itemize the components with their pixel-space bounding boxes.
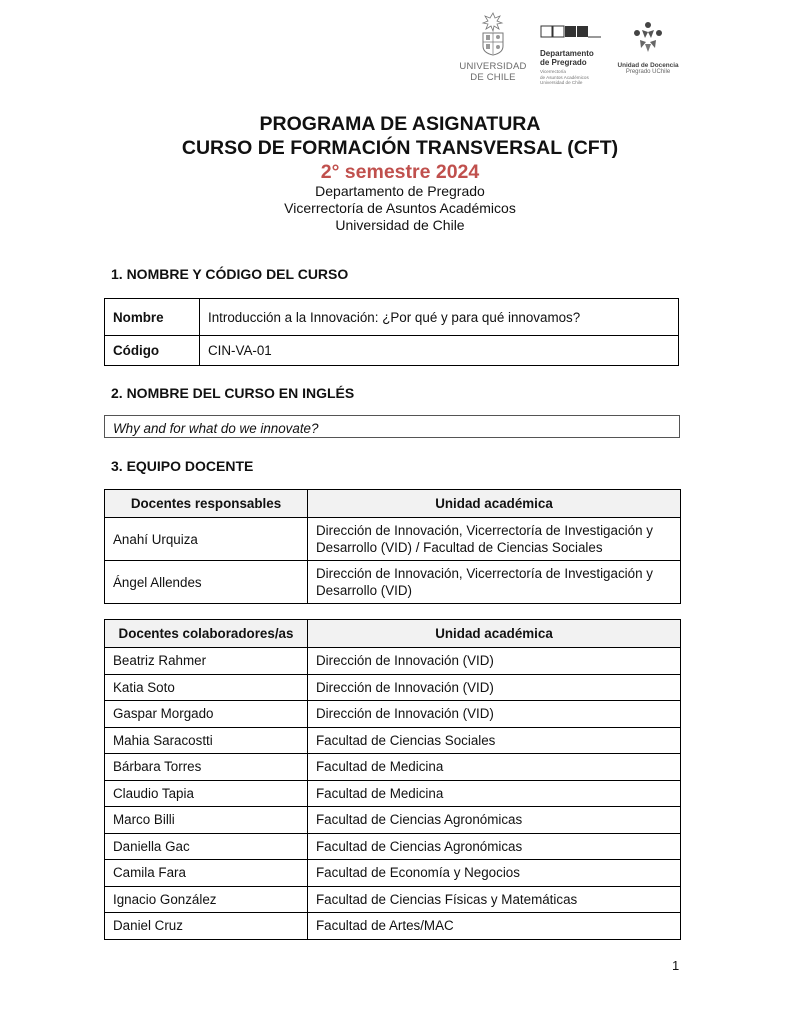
table-row [105, 886, 681, 913]
english-name-box: Why and for what do we innovate? [104, 415, 680, 438]
table-row [105, 807, 681, 834]
docente-unit: Dirección de Innovación (VID) [308, 674, 681, 701]
docente-unit: Dirección de Innovación (VID) [308, 648, 681, 675]
docente-name: Anahí Urquiza [105, 518, 308, 561]
docente-unit: Facultad de Economía y Negocios [308, 860, 681, 887]
dep-logo-sub2: de Asuntos Académicos [540, 74, 589, 80]
table-row [105, 833, 681, 860]
table-row [105, 648, 681, 675]
nombre-value: Introducción a la Innovación: ¿Por qué y para qué innovamos? [200, 299, 679, 336]
unidad-col-header: Unidad académica [308, 490, 681, 518]
ud-logo-line2: Pregrado UChile [625, 69, 671, 75]
dep-logo-sub3: Universidad de Chile [540, 80, 583, 85]
docente-unit: Facultad de Artes/MAC [308, 913, 681, 940]
unidad-col-header: Unidad académica [308, 620, 681, 648]
universidad-de-chile-logo [452, 12, 534, 83]
ud-logo-line1: Unidad de Docencia [617, 62, 679, 69]
table-row [105, 727, 681, 754]
codigo-value: CIN-VA-01 [200, 336, 679, 366]
uchile-logo-line1: UNIVERSIDAD [459, 61, 527, 72]
docente-unit: Facultad de Ciencias Agronómicas [308, 807, 681, 834]
dep-logo-line1: Departamento [540, 49, 594, 58]
nombre-label: Nombre [105, 299, 200, 336]
unidad-docencia-logo [612, 20, 684, 76]
section1-heading: 1. NOMBRE Y CÓDIGO DEL CURSO [111, 266, 349, 282]
docente-name: Claudio Tapia [105, 780, 308, 807]
table-row [105, 674, 681, 701]
table-row [105, 860, 681, 887]
squares-icon [540, 25, 602, 39]
table-row [105, 754, 681, 781]
program-title: PROGRAMA DE ASIGNATURA [259, 113, 541, 135]
table-header-row [105, 620, 681, 648]
table-row [105, 518, 681, 561]
docente-name: Mahia Saracostti [105, 727, 308, 754]
docente-name: Marco Billi [105, 807, 308, 834]
uchile-logo-line2: DE CHILE [470, 72, 516, 83]
docente-name: Daniel Cruz [105, 913, 308, 940]
docente-name: Ignacio González [105, 886, 308, 913]
docente-unit: Facultad de Medicina [308, 754, 681, 781]
docente-unit [308, 518, 681, 561]
colaboradores-col-header: Docentes colaboradores/as [105, 620, 308, 648]
codigo-label: Código [105, 336, 200, 366]
uchile-crest-icon [478, 12, 508, 56]
docente-unit: Dirección de Innovación (VID) [308, 701, 681, 728]
table-row [105, 913, 681, 940]
semester-title: 2° semestre 2024 [320, 161, 480, 183]
unit-line: Desarrollo (VID) / Facultad de Ciencias Sociales [316, 540, 603, 555]
vicerrectoria-subtitle: Vicerrectoría de Asuntos Académicos [284, 200, 516, 216]
colaboradores-table [104, 619, 681, 940]
course-type-title: CURSO DE FORMACIÓN TRANSVERSAL (CFT) [181, 137, 619, 159]
responsables-col-header: Docentes responsables [105, 490, 308, 518]
dep-logo-sub1: Vicerrectoría [540, 69, 566, 74]
department-subtitle: Departamento de Pregrado [315, 183, 485, 199]
docente-name: Gaspar Morgado [105, 701, 308, 728]
table-header-row [105, 490, 681, 518]
docente-name: Ángel Allendes [105, 561, 308, 604]
table-row [105, 336, 679, 366]
docente-name: Beatriz Rahmer [105, 648, 308, 675]
table-row [105, 701, 681, 728]
page-number: 1 [672, 958, 680, 973]
docente-unit: Facultad de Ciencias Físicas y Matemáticas [308, 886, 681, 913]
people-cluster-icon [628, 20, 668, 54]
docente-unit [308, 561, 681, 604]
section3-heading: 3. EQUIPO DOCENTE [111, 458, 254, 474]
course-name-table [104, 298, 679, 366]
unit-line: Dirección de Innovación, Vicerrectoría de Investigación y [316, 566, 653, 581]
table-row [105, 299, 679, 336]
table-row [105, 561, 681, 604]
dep-logo-line2: de Pregrado [540, 58, 587, 67]
unit-line: Dirección de Innovación, Vicerrectoría de Investigación y [316, 523, 653, 538]
docente-unit: Facultad de Medicina [308, 780, 681, 807]
docente-name: Camila Fara [105, 860, 308, 887]
responsables-table [104, 489, 681, 604]
section2-heading: 2. NOMBRE DEL CURSO EN INGLÉS [111, 385, 355, 401]
table-row [105, 780, 681, 807]
docente-unit: Facultad de Ciencias Agronómicas [308, 833, 681, 860]
docente-name: Katia Soto [105, 674, 308, 701]
docente-unit: Facultad de Ciencias Sociales [308, 727, 681, 754]
docente-name: Daniella Gac [105, 833, 308, 860]
university-subtitle: Universidad de Chile [335, 217, 465, 233]
docente-name: Bárbara Torres [105, 754, 308, 781]
departamento-pregrado-logo [540, 25, 608, 86]
unit-line: Desarrollo (VID) [316, 583, 412, 598]
